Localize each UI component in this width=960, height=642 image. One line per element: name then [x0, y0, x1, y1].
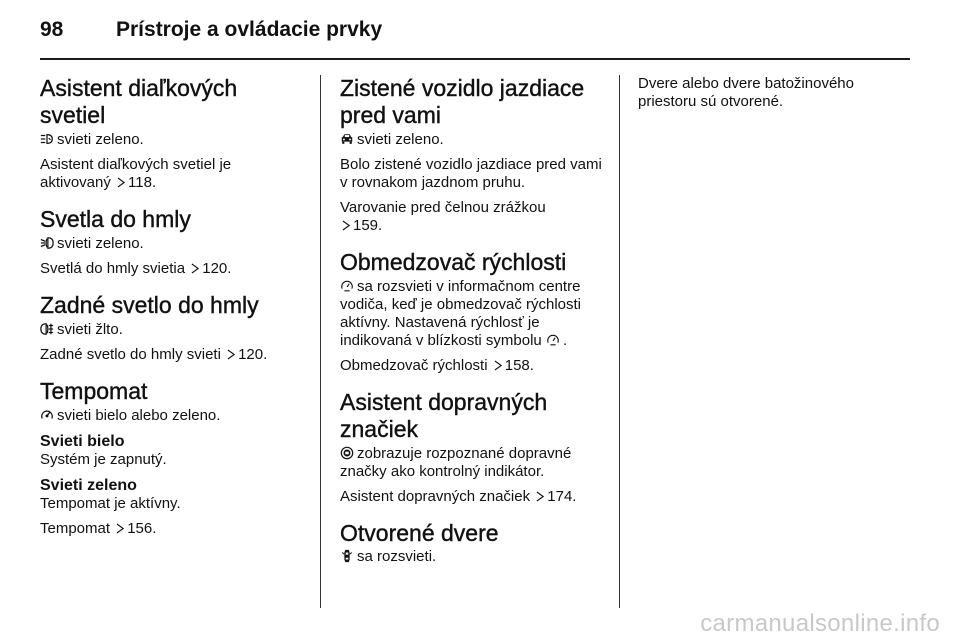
fog-light-icon [40, 236, 54, 250]
heading-line: pred vami [340, 101, 441, 128]
page-title: Prístroje a ovládacie prvky [116, 18, 383, 41]
section-heading [340, 389, 605, 443]
section-speed-limiter [340, 249, 605, 375]
status-text: sa rozsvieti v informačnom centre vodiča, keď je obmedzovač rýchlosti aktívny. Nastavená rýchlosť je indikovaná v blízkosti symbolu [340, 277, 581, 349]
high-beam-assist-icon [40, 132, 54, 146]
section-heading: Otvorené dvere [340, 519, 499, 546]
watermark: carmanualsonline.info [700, 610, 940, 637]
indicator-status [340, 445, 605, 481]
column-3 [638, 75, 913, 118]
indicator-status [340, 548, 605, 566]
description-text: Varovanie pred čelnou zrážkou [340, 198, 546, 216]
section-door-open [340, 520, 605, 567]
column-divider-2 [619, 75, 620, 608]
page-ref[interactable]: 174. [547, 487, 577, 505]
page-reference-arrow-icon [116, 523, 125, 534]
column-1 [40, 75, 305, 552]
page-reference-arrow-icon [227, 349, 236, 360]
section-heading [340, 75, 605, 129]
vehicle-ahead-icon [340, 132, 354, 146]
status-text-end: . [562, 331, 568, 349]
indicator-status [40, 407, 305, 425]
status-text: svieti zeleno. [57, 234, 144, 252]
status-text: svieti žlto. [57, 320, 123, 338]
description [340, 488, 605, 506]
section-traffic-sign-assist [340, 389, 605, 506]
indicator-status [40, 131, 305, 149]
page-header [40, 18, 910, 48]
page-reference-arrow-icon [494, 360, 503, 371]
section-heading: Tempomat [40, 377, 148, 404]
status-text: sa rozsvieti. [357, 548, 437, 566]
description-text: Tempomat [40, 519, 111, 537]
description-text: Asistent diaľkových svetiel je aktivovaný [40, 155, 232, 191]
door-open-icon [340, 549, 354, 563]
description: Bolo zistené vozidlo jazdiace pred vami v rovnakom jazdnom pruhu. [340, 155, 602, 191]
section-heading: Asistent diaľkových svetiel [40, 75, 238, 128]
section-cruise-control [40, 378, 305, 538]
column-divider-1 [320, 75, 321, 608]
page-number: 98 [40, 18, 64, 41]
page-ref[interactable]: 120. [202, 259, 232, 277]
section-high-beam-assist [40, 75, 305, 192]
page-ref[interactable]: 158. [504, 356, 534, 374]
subheading-white: Svieti bielo [40, 432, 125, 450]
section-heading: Svetla do hmly [40, 205, 191, 232]
description [340, 199, 605, 235]
heading-line: značiek [340, 415, 418, 442]
page-ref[interactable]: 159. [353, 216, 383, 234]
heading-line: Asistent dopravných [340, 388, 548, 415]
section-fog-lights [40, 206, 305, 278]
indicator-status [40, 235, 305, 253]
subheading-green: Svieti zeleno [40, 476, 137, 494]
header-rule [40, 58, 910, 60]
description-text: Zadné svetlo do hmly svieti [40, 345, 221, 363]
page-ref[interactable]: 156. [127, 519, 157, 537]
description-text: Obmedzovač rýchlosti [340, 356, 488, 374]
page-reference-arrow-icon [536, 491, 545, 502]
heading-line: Zistené vozidlo jazdiace [340, 75, 585, 101]
page-reference-arrow-icon [191, 263, 200, 274]
description [40, 156, 305, 192]
section-rear-fog-light [40, 292, 305, 364]
description [40, 520, 305, 538]
indicator-status [40, 321, 305, 339]
indicator-status [340, 278, 605, 350]
status-text: svieti bielo alebo zeleno. [57, 406, 221, 424]
page-reference-arrow-icon [117, 177, 126, 188]
page-ref[interactable]: 120. [238, 345, 268, 363]
description: Dvere alebo dvere batožinového priestoru sú otvorené. [638, 75, 854, 110]
cruise-control-icon [40, 408, 54, 422]
description-text: Asistent dopravných značiek [340, 487, 531, 505]
section-vehicle-ahead [340, 75, 605, 235]
description [40, 346, 305, 364]
description: Tempomat je aktívny. [40, 494, 181, 512]
description [40, 260, 305, 278]
traffic-sign-icon [340, 446, 354, 460]
indicator-status [340, 131, 605, 149]
speed-limiter-icon [546, 333, 560, 347]
status-text: svieti zeleno. [57, 130, 144, 148]
rear-fog-light-icon [40, 322, 54, 336]
description: Systém je zapnutý. [40, 450, 167, 468]
speed-limiter-icon [340, 279, 354, 293]
section-heading: Zadné svetlo do hmly [40, 291, 259, 318]
description [340, 357, 605, 375]
page-reference-arrow-icon [342, 220, 351, 231]
column-2 [340, 75, 605, 580]
page-ref[interactable]: 118. [128, 173, 157, 191]
status-text: zobrazuje rozpoznané dopravné značky ako kontrolný indikátor. [340, 444, 572, 480]
section-heading: Obmedzovač rýchlosti [340, 248, 567, 275]
status-text: svieti zeleno. [357, 130, 444, 148]
description-text: Svetlá do hmly svietia [40, 259, 186, 277]
